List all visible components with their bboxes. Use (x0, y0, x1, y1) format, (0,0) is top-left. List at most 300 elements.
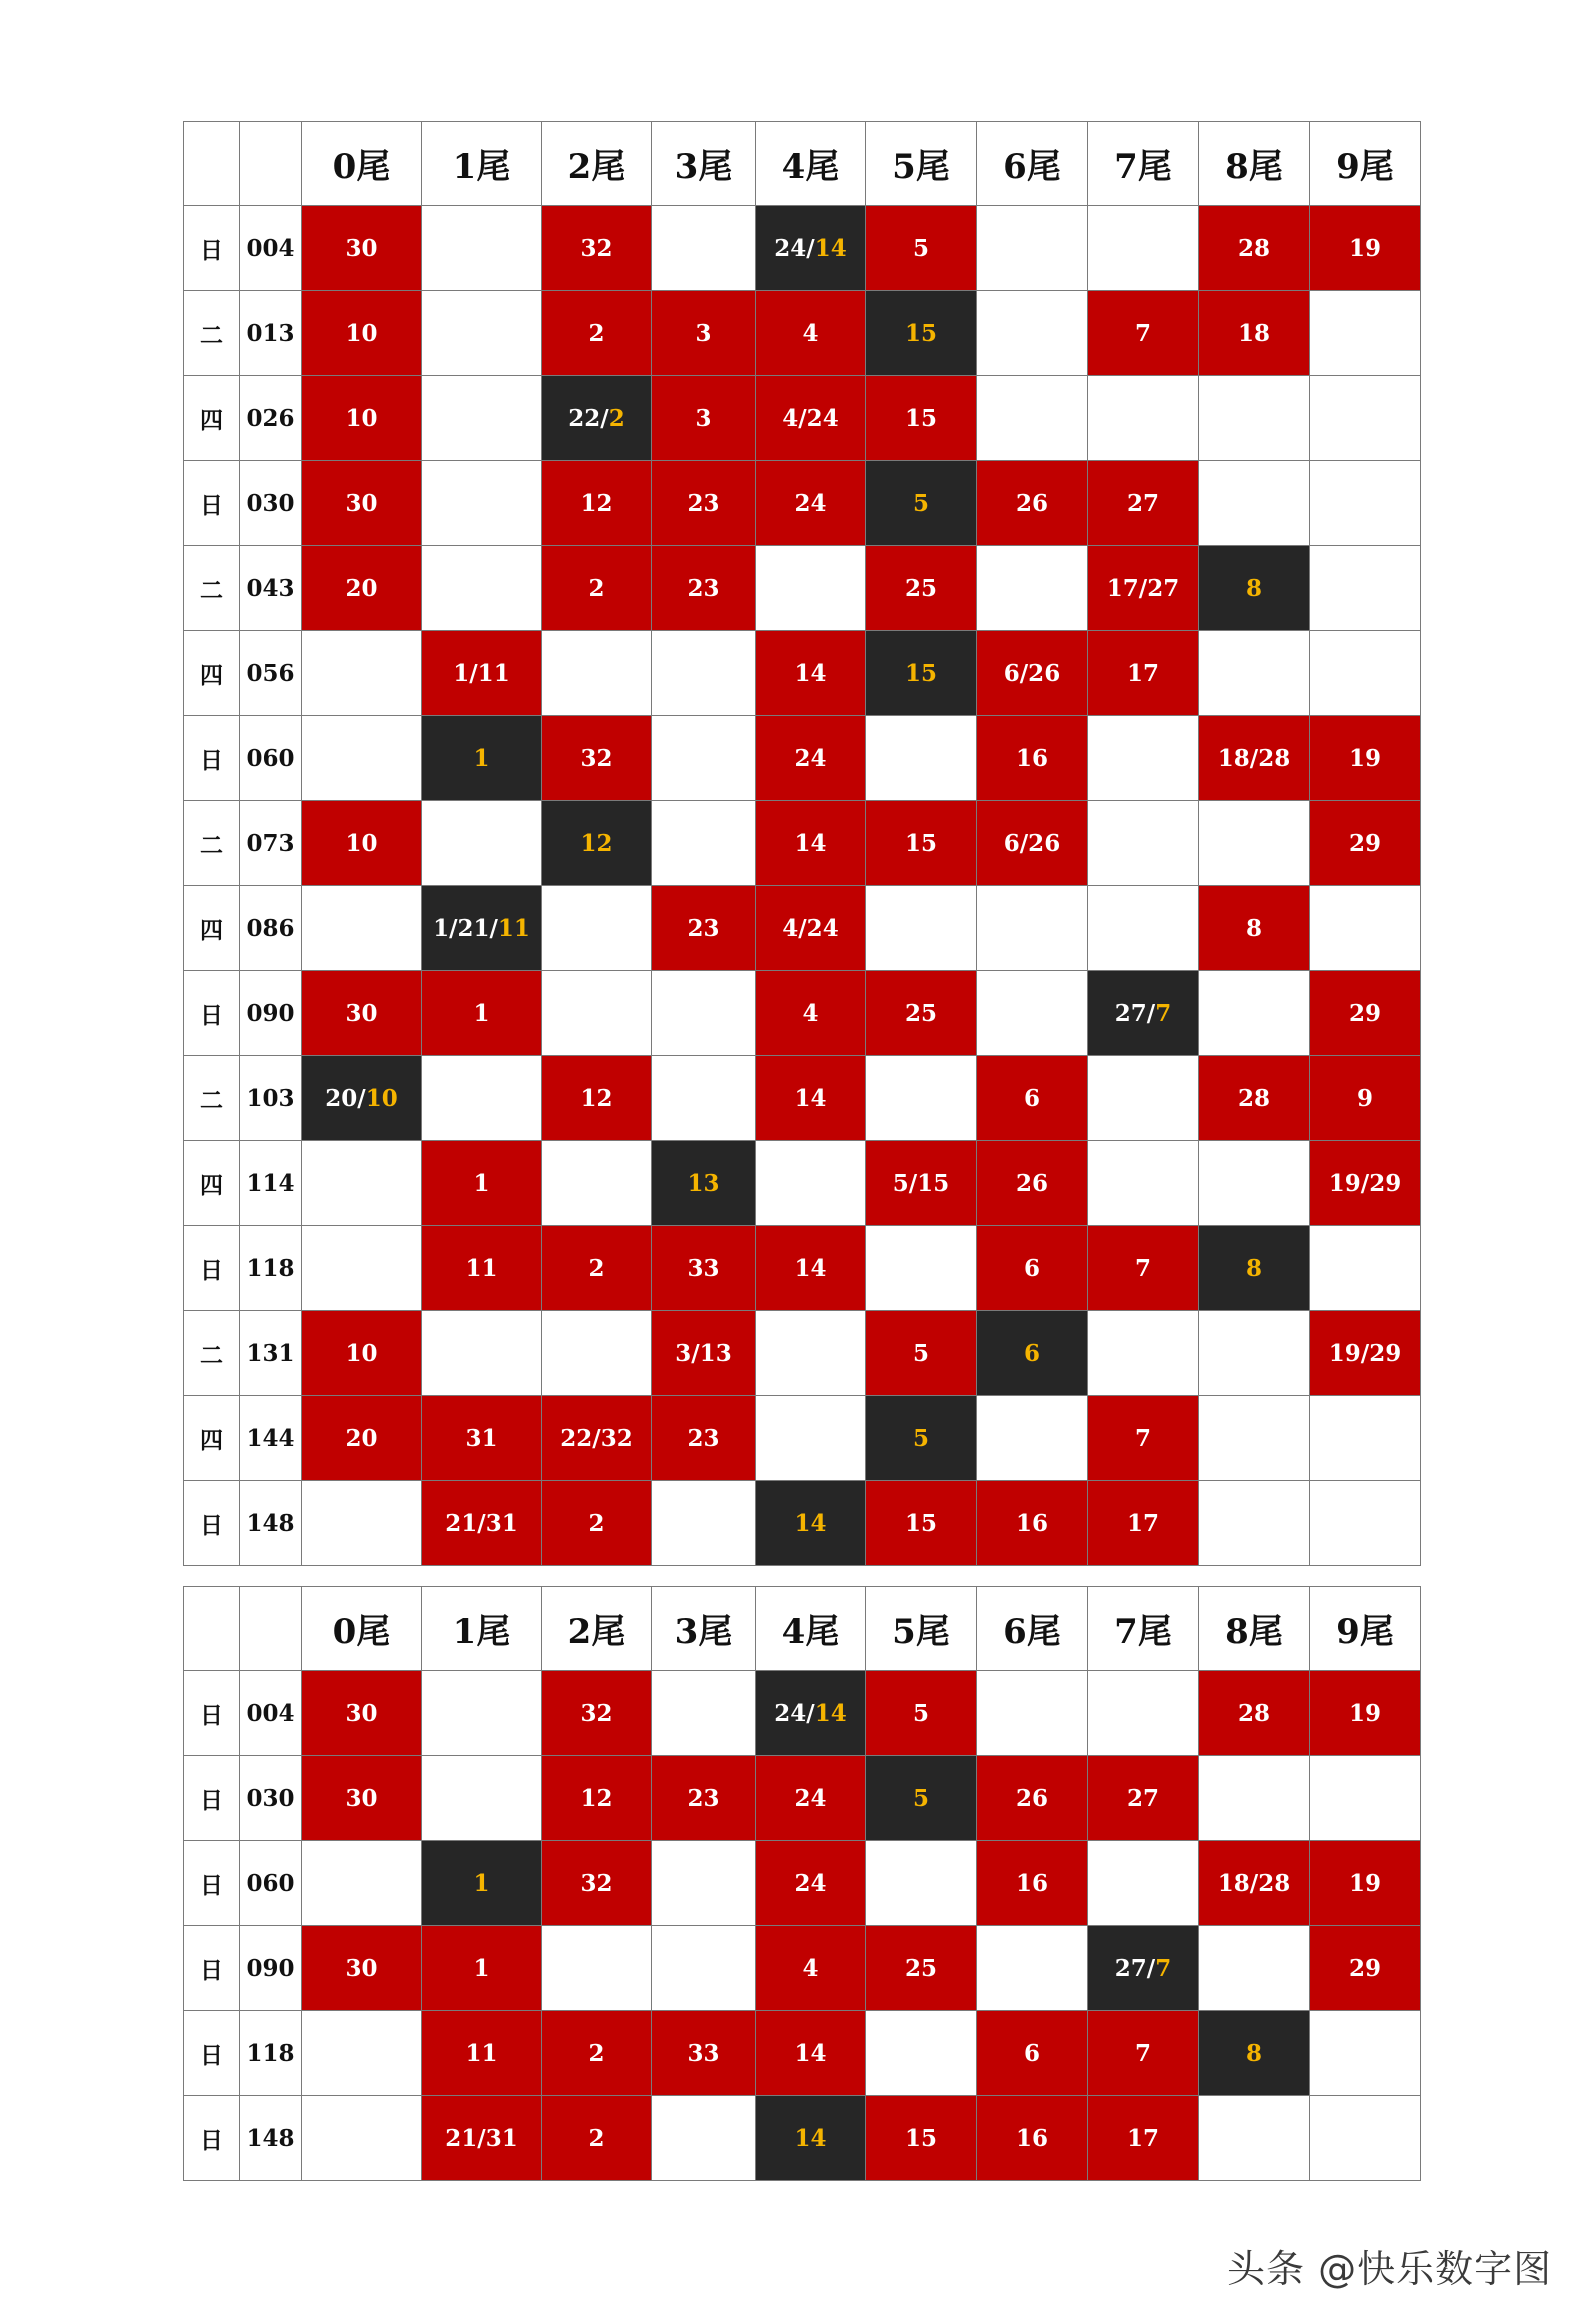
header-tail-2: 2尾 (542, 122, 652, 206)
number-cell (652, 716, 756, 801)
number-cell (1310, 1841, 1421, 1926)
number-cell (756, 1311, 866, 1396)
number-cell (302, 291, 422, 376)
table-row (184, 1141, 1421, 1226)
cell-number: 4 (802, 999, 819, 1027)
cell-number: 4/24 (782, 914, 839, 942)
cell-number: 26 (1015, 489, 1048, 517)
cell-highlight-number: 1 (473, 1869, 490, 1897)
header-tail-6: 6尾 (977, 122, 1088, 206)
number-cell (1088, 1671, 1199, 1756)
cell-number: 23 (687, 1784, 720, 1812)
cell-number: 10 (345, 1339, 378, 1367)
number-cell (756, 1226, 866, 1311)
cell-number: 32 (580, 1699, 613, 1727)
cell-number: 21/31 (445, 2124, 518, 2152)
row-weekday: 日 (184, 971, 240, 1056)
number-cell (542, 886, 652, 971)
number-cell (1088, 1141, 1199, 1226)
number-cell (652, 1481, 756, 1566)
number-cell (756, 1481, 866, 1566)
table-row (184, 546, 1421, 631)
number-cell (1088, 1056, 1199, 1141)
cell-number: 24 (794, 1869, 827, 1897)
number-cell (652, 376, 756, 461)
number-cell (1199, 376, 1310, 461)
cell-highlight-number: 1 (473, 744, 490, 772)
number-cell (756, 376, 866, 461)
number-cell (1310, 206, 1421, 291)
row-weekday: 日 (184, 461, 240, 546)
number-cell (542, 1141, 652, 1226)
row-weekday: 日 (184, 2096, 240, 2181)
table-row (184, 461, 1421, 546)
cell-number: 11 (465, 2039, 498, 2067)
number-cell (1088, 1226, 1199, 1311)
cell-number: 32 (580, 1869, 613, 1897)
cell-number: 33 (687, 2039, 720, 2067)
cell-number: 17 (1126, 659, 1159, 687)
cell-number: 15 (904, 829, 937, 857)
row-weekday: 日 (184, 1226, 240, 1311)
cell-number: 1 (473, 1954, 490, 1982)
number-cell (866, 206, 977, 291)
cell-number: 4 (802, 1954, 819, 1982)
number-cell (422, 1141, 542, 1226)
number-cell (977, 1396, 1088, 1481)
number-cell (302, 2011, 422, 2096)
number-cell (977, 376, 1088, 461)
cell-number: 24 (794, 489, 827, 517)
cell-number: 23 (687, 914, 720, 942)
number-cell (1199, 631, 1310, 716)
cell-number: 30 (345, 1784, 378, 1812)
cell-number: 23 (687, 574, 720, 602)
number-cell (866, 376, 977, 461)
header-tail-1: 1尾 (422, 1587, 542, 1671)
cell-number: 25 (904, 1954, 937, 1982)
number-cell (1199, 716, 1310, 801)
number-cell (756, 291, 866, 376)
row-weekday: 二 (184, 546, 240, 631)
tail-table-2 (183, 1586, 1421, 2181)
number-cell (1199, 1841, 1310, 1926)
cell-number: 22/32 (560, 1424, 633, 1452)
number-cell (1310, 1926, 1421, 2011)
cell-number: 28 (1237, 234, 1270, 262)
number-cell (422, 2011, 542, 2096)
number-cell (1199, 546, 1310, 631)
number-cell (652, 291, 756, 376)
cell-number: 12 (580, 489, 613, 517)
cell-number: 5 (912, 234, 929, 262)
number-cell (977, 801, 1088, 886)
cell-number: 21/31 (445, 1509, 518, 1537)
number-cell (302, 376, 422, 461)
number-cell (652, 801, 756, 886)
cell-highlight-number: 8 (1245, 574, 1262, 602)
table-row (184, 376, 1421, 461)
number-cell (866, 2011, 977, 2096)
cell-highlight-number: 6 (1023, 1339, 1040, 1367)
row-issue-number: 090 (240, 1926, 302, 2011)
row-issue-number: 060 (240, 716, 302, 801)
header-tail-7: 7尾 (1088, 122, 1199, 206)
number-cell (756, 2011, 866, 2096)
cell-number: 15 (904, 404, 937, 432)
number-cell (1088, 971, 1199, 1056)
header-row (184, 122, 1421, 206)
number-cell (1199, 886, 1310, 971)
number-cell (756, 2096, 866, 2181)
cell-number: 2 (588, 574, 605, 602)
number-cell (542, 1756, 652, 1841)
number-cell (422, 971, 542, 1056)
table-row (184, 631, 1421, 716)
cell-highlight-number: 7 (1155, 1954, 1172, 1982)
number-cell (1310, 1481, 1421, 1566)
cell-highlight-number: 14 (814, 234, 847, 262)
number-cell (422, 1056, 542, 1141)
number-cell (302, 461, 422, 546)
row-issue-number: 004 (240, 206, 302, 291)
cell-highlight-number: 5 (912, 489, 929, 517)
number-cell (1088, 716, 1199, 801)
number-cell (652, 1056, 756, 1141)
table-row (184, 1056, 1421, 1141)
number-cell (1088, 2096, 1199, 2181)
table-row (184, 2096, 1421, 2181)
cell-number: 23 (687, 489, 720, 517)
number-cell (1199, 1671, 1310, 1756)
cell-number: 5 (912, 1339, 929, 1367)
number-cell (422, 376, 542, 461)
number-cell (1310, 631, 1421, 716)
number-cell (422, 1396, 542, 1481)
number-cell (302, 716, 422, 801)
number-cell (542, 631, 652, 716)
cell-number: 17 (1126, 1509, 1159, 1537)
number-cell (977, 1926, 1088, 2011)
row-issue-number: 148 (240, 2096, 302, 2181)
number-cell (652, 971, 756, 1056)
number-cell (542, 1056, 652, 1141)
number-cell (866, 1671, 977, 1756)
number-cell (542, 376, 652, 461)
number-cell (977, 206, 1088, 291)
cell-number: 4 (802, 319, 819, 347)
cell-number: 3 (695, 404, 712, 432)
cell-number: 19/29 (1328, 1339, 1402, 1367)
number-cell (756, 1141, 866, 1226)
number-cell (1199, 1056, 1310, 1141)
number-cell (542, 716, 652, 801)
number-cell (866, 1926, 977, 2011)
cell-number: 16 (1015, 744, 1048, 772)
cell-highlight-number: 14 (814, 1699, 847, 1727)
number-cell (1310, 1756, 1421, 1841)
number-cell (977, 631, 1088, 716)
header-tail-9: 9尾 (1310, 1587, 1421, 1671)
table-row (184, 886, 1421, 971)
cell-highlight-number: 15 (904, 659, 937, 687)
header-tail-3: 3尾 (652, 122, 756, 206)
number-cell (977, 1141, 1088, 1226)
number-cell (977, 291, 1088, 376)
number-cell (1088, 1396, 1199, 1481)
number-cell (1310, 716, 1421, 801)
number-cell (542, 801, 652, 886)
row-issue-number: 013 (240, 291, 302, 376)
cell-number: 24/ (774, 234, 815, 262)
number-cell (756, 206, 866, 291)
cell-number: 10 (345, 404, 378, 432)
number-cell (542, 546, 652, 631)
number-cell (1199, 971, 1310, 1056)
number-cell (977, 2096, 1088, 2181)
number-cell (542, 206, 652, 291)
number-cell (652, 1671, 756, 1756)
row-weekday: 日 (184, 2011, 240, 2096)
table-row (184, 206, 1421, 291)
cell-highlight-number: 5 (912, 1424, 929, 1452)
number-cell (302, 1841, 422, 1926)
cell-highlight-number: 8 (1245, 2039, 1262, 2067)
number-cell (1199, 2096, 1310, 2181)
cell-number: 18/28 (1217, 1869, 1291, 1897)
number-cell (866, 716, 977, 801)
number-cell (542, 971, 652, 1056)
cell-number: 20/ (325, 1084, 366, 1112)
number-cell (1199, 1481, 1310, 1566)
number-cell (977, 971, 1088, 1056)
number-cell (756, 1671, 866, 1756)
cell-number: 14 (794, 1084, 827, 1112)
number-cell (866, 461, 977, 546)
cell-number: 14 (794, 1254, 827, 1282)
number-cell (542, 2096, 652, 2181)
header-tail-8: 8尾 (1199, 1587, 1310, 1671)
cell-number: 7 (1134, 2039, 1151, 2067)
number-cell (866, 801, 977, 886)
cell-number: 6 (1023, 2039, 1040, 2067)
number-cell (1088, 1926, 1199, 2011)
cell-number: 2 (588, 2124, 605, 2152)
row-issue-number: 103 (240, 1056, 302, 1141)
header-tail-2: 2尾 (542, 1587, 652, 1671)
cell-number: 6/26 (1003, 659, 1061, 687)
cell-highlight-number: 11 (497, 914, 530, 942)
number-cell (652, 1926, 756, 2011)
number-cell (652, 1226, 756, 1311)
number-cell (1310, 461, 1421, 546)
row-weekday: 二 (184, 291, 240, 376)
cell-number: 30 (345, 1699, 378, 1727)
cell-number: 19 (1348, 1699, 1381, 1727)
number-cell (542, 1671, 652, 1756)
cell-highlight-number: 5 (912, 1784, 929, 1812)
number-cell (977, 886, 1088, 971)
cell-number: 20 (345, 1424, 378, 1452)
number-cell (1199, 291, 1310, 376)
cell-number: 23 (687, 1424, 720, 1452)
header-tail-8: 8尾 (1199, 122, 1310, 206)
number-cell (422, 291, 542, 376)
number-cell (652, 2096, 756, 2181)
number-cell (1199, 2011, 1310, 2096)
number-cell (652, 546, 756, 631)
number-cell (1310, 1226, 1421, 1311)
table-row (184, 1671, 1421, 1756)
number-cell (866, 2096, 977, 2181)
number-cell (1088, 1841, 1199, 1926)
cell-number: 1/11 (453, 659, 510, 687)
header-tail-0: 0尾 (302, 122, 422, 206)
table-row (184, 291, 1421, 376)
cell-number: 17 (1126, 2124, 1159, 2152)
number-cell (1199, 1311, 1310, 1396)
cell-number: 14 (794, 829, 827, 857)
number-cell (756, 1056, 866, 1141)
number-cell (1088, 546, 1199, 631)
number-cell (422, 206, 542, 291)
cell-number: 22/ (568, 404, 609, 432)
header-tail-6: 6尾 (977, 1587, 1088, 1671)
table-row (184, 1396, 1421, 1481)
number-cell (542, 2011, 652, 2096)
cell-number: 18/28 (1217, 744, 1291, 772)
cell-number: 16 (1015, 1509, 1048, 1537)
number-cell (1088, 291, 1199, 376)
number-cell (977, 1756, 1088, 1841)
cell-number: 18 (1237, 319, 1270, 347)
number-cell (1199, 1926, 1310, 2011)
number-cell (866, 1056, 977, 1141)
cell-number: 16 (1015, 1869, 1048, 1897)
number-cell (422, 1481, 542, 1566)
row-issue-number: 086 (240, 886, 302, 971)
number-cell (977, 461, 1088, 546)
number-cell (756, 971, 866, 1056)
number-cell (302, 1056, 422, 1141)
header-tail-9: 9尾 (1310, 122, 1421, 206)
number-cell (1088, 1481, 1199, 1566)
number-cell (652, 886, 756, 971)
number-cell (422, 631, 542, 716)
number-cell (866, 971, 977, 1056)
cell-number: 26 (1015, 1784, 1048, 1812)
row-weekday: 二 (184, 801, 240, 886)
row-issue-number: 090 (240, 971, 302, 1056)
number-cell (756, 801, 866, 886)
header-blank (240, 122, 302, 206)
cell-number: 25 (904, 999, 937, 1027)
cell-highlight-number: 14 (794, 1509, 827, 1537)
number-cell (542, 1841, 652, 1926)
number-cell (652, 206, 756, 291)
cell-number: 14 (794, 2039, 827, 2067)
row-issue-number: 026 (240, 376, 302, 461)
number-cell (302, 801, 422, 886)
table-row (184, 1926, 1421, 2011)
cell-number: 15 (904, 1509, 937, 1537)
cell-number: 5 (912, 1699, 929, 1727)
cell-number: 3/13 (675, 1339, 732, 1367)
number-cell (1310, 1056, 1421, 1141)
number-cell (1088, 1311, 1199, 1396)
number-cell (866, 1226, 977, 1311)
cell-number: 2 (588, 319, 605, 347)
cell-number: 7 (1134, 1424, 1151, 1452)
number-cell (756, 1926, 866, 2011)
row-issue-number: 144 (240, 1396, 302, 1481)
cell-number: 30 (345, 999, 378, 1027)
header-blank (184, 1587, 240, 1671)
number-cell (302, 886, 422, 971)
number-cell (1088, 2011, 1199, 2096)
number-cell (756, 1841, 866, 1926)
number-cell (422, 886, 542, 971)
number-cell (542, 1311, 652, 1396)
cell-number: 12 (580, 1784, 613, 1812)
cell-number: 1/21/ (433, 914, 498, 942)
number-cell (866, 1311, 977, 1396)
cell-number: 6 (1023, 1254, 1040, 1282)
number-cell (866, 886, 977, 971)
number-cell (1088, 1756, 1199, 1841)
watermark: 头条 @快乐数字图 (1227, 2247, 1553, 2291)
number-cell (302, 1671, 422, 1756)
number-cell (302, 1226, 422, 1311)
row-weekday: 二 (184, 1056, 240, 1141)
number-cell (866, 1396, 977, 1481)
table-row (184, 2011, 1421, 2096)
cell-number: 10 (345, 319, 378, 347)
number-cell (1310, 1396, 1421, 1481)
cell-number: 8 (1245, 914, 1262, 942)
number-cell (652, 1841, 756, 1926)
row-weekday: 四 (184, 376, 240, 461)
header-tail-0: 0尾 (302, 1587, 422, 1671)
table-row (184, 1756, 1421, 1841)
cell-number: 19 (1348, 234, 1381, 262)
number-cell (422, 801, 542, 886)
cell-number: 27 (1126, 489, 1159, 517)
cell-number: 26 (1015, 1169, 1048, 1197)
row-issue-number: 030 (240, 461, 302, 546)
number-cell (977, 1311, 1088, 1396)
table-row (184, 1311, 1421, 1396)
number-cell (1310, 546, 1421, 631)
cell-highlight-number: 8 (1245, 1254, 1262, 1282)
cell-number: 7 (1134, 1254, 1151, 1282)
number-cell (1310, 2096, 1421, 2181)
cell-highlight-number: 14 (794, 2124, 827, 2152)
number-cell (756, 461, 866, 546)
header-tail-5: 5尾 (866, 122, 977, 206)
cell-number: 27/ (1114, 1954, 1156, 1982)
cell-number: 10 (345, 829, 378, 857)
number-cell (302, 1756, 422, 1841)
header-blank (184, 122, 240, 206)
number-cell (866, 1141, 977, 1226)
number-cell (1310, 1671, 1421, 1756)
number-cell (977, 2011, 1088, 2096)
number-cell (1199, 1141, 1310, 1226)
cell-number: 9 (1356, 1084, 1373, 1112)
number-cell (1088, 376, 1199, 461)
number-cell (1310, 1141, 1421, 1226)
